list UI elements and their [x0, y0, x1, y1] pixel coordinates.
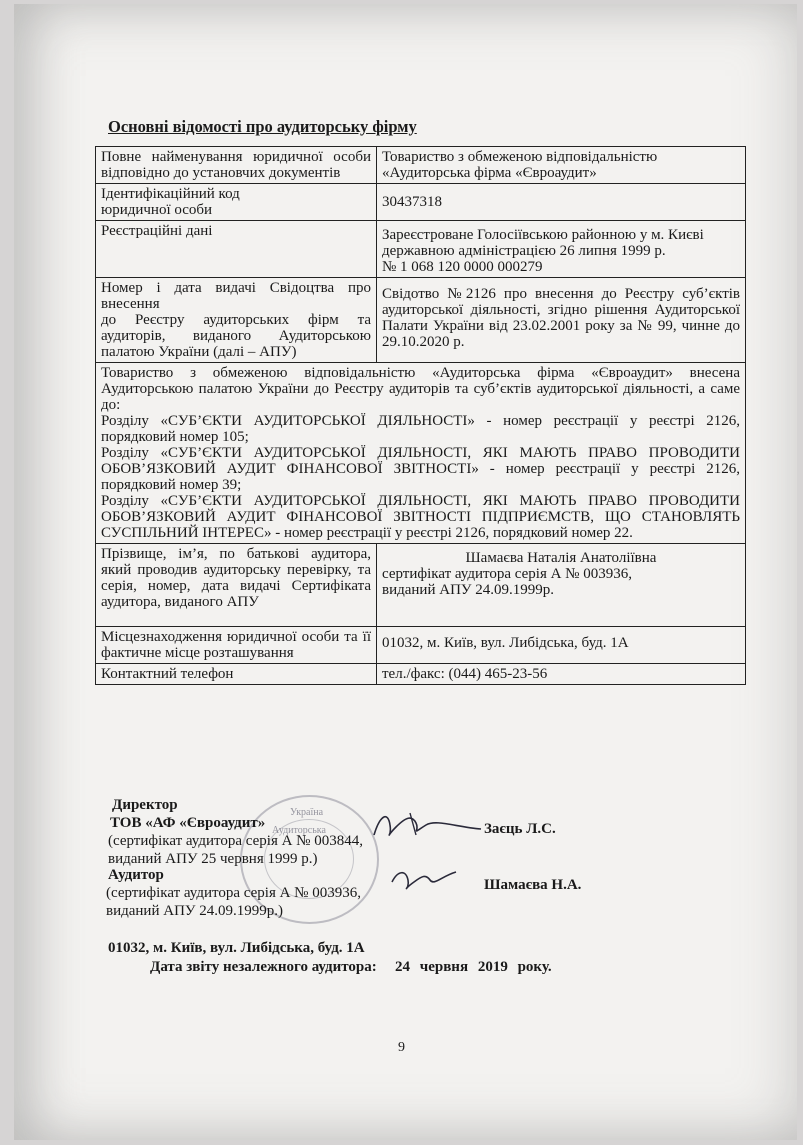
report-date-value: 24 червня 2019 року.: [395, 959, 552, 975]
stamp-text-top: Україна: [290, 807, 324, 818]
table-row: [96, 664, 746, 685]
table-row: [96, 221, 746, 278]
auditor-name: Шамаєва Наталія Анатоліївна: [465, 550, 657, 566]
page-heading: Основні відомості про аудиторську фірму: [108, 117, 417, 136]
director-cert-line: виданий АПУ 25 червня 1999 р.): [108, 851, 318, 867]
auditor-name: Шамаєва Н.А.: [484, 877, 582, 893]
certificate-label-line: до Реєстру аудиторських фірм та аудиторів, виданого Аудиторською палатою України (далі – АПУ): [101, 312, 371, 360]
row-code-label-line: юридичної особи: [101, 202, 213, 218]
register-section: Розділу «СУБ’ЄКТИ АУДИТОРСЬКОЇ ДІЯЛЬНОСТІ, ЯКІ МАЮТЬ ПРАВО ПРОВОДИТИ ОБОВ’ЯЗКОВИЙ АУДИТ ФІНАНСОВОЇ ЗВІТНОСТІ» - номер реєстрації у реєстрі 2126, порядковий номер 39;: [101, 445, 740, 493]
row-name-value-line: Товариство з обмеженою відповідальністю: [382, 149, 658, 165]
auditor-title: Аудитор: [108, 867, 164, 883]
row-auditor-label: Прізвище, ім’я, по батькові аудитора, який проводив аудиторську перевірку, та серія, номер, дата видачі Сертифіката аудитора, виданого АПУ: [96, 544, 377, 627]
auditor-cert-line: виданий АПУ 24.09.1999р.): [106, 903, 284, 919]
row-name-value-line: «Аудиторська фірма «Євроаудит»: [382, 165, 597, 181]
stamp-text-mid: Аудиторська: [272, 825, 326, 836]
footer-address: 01032, м. Київ, вул. Либідська, буд. 1А: [108, 940, 365, 956]
register-section: Розділу «СУБ’ЄКТИ АУДИТОРСЬКОЇ ДІЯЛЬНОСТІ» - номер реєстрації у реєстрі 2126, порядковий номер 105;: [101, 413, 740, 445]
row-certificate-label: [96, 278, 377, 363]
table-row: [96, 544, 746, 627]
info-table: [95, 146, 746, 685]
registration-line: Зареєстроване Голосіївською районною у м. Києві: [382, 227, 704, 243]
registration-line: № 1 068 120 0000 000279: [382, 259, 543, 275]
table-row: [96, 184, 746, 221]
row-name-value: [377, 147, 746, 184]
row-auditor-value: [377, 544, 746, 627]
row-code-value: 30437318: [377, 184, 746, 221]
auditor-cert-line: виданий АПУ 24.09.1999р.: [382, 582, 555, 598]
row-code-label: [96, 184, 377, 221]
director-name: Заєць Л.С.: [484, 821, 556, 837]
director-org: ТОВ «АФ «Євроаудит»: [110, 815, 266, 831]
row-location-label: Місцезнаходження юридичної особи та її фактичне місце розташування: [96, 627, 377, 664]
auditor-signature: [386, 862, 466, 898]
row-registration-value: [377, 221, 746, 278]
auditor-cert-line: (сертифікат аудитора серія А № 003936,: [106, 885, 361, 901]
report-date-label: Дата звіту незалежного аудитора:: [150, 959, 377, 975]
register-intro: Товариство з обмеженою відповідальністю «Аудиторська фірма «Євроаудит» внесена Аудиторською палатою України до Реєстру аудиторів та суб’єктів аудиторської діяльності, а саме до:: [101, 365, 740, 413]
registration-line: державною адміністрацією 26 липня 1999 р.: [382, 243, 666, 259]
row-name-label: Повне найменування юридичної особи відповідно до установчих документів: [96, 147, 377, 184]
table-row: [96, 147, 746, 184]
director-title: Директор: [112, 797, 178, 813]
table-row: [96, 278, 746, 363]
row-phone-value: тел./факс: (044) 465-23-56: [377, 664, 746, 685]
table-row: [96, 363, 746, 544]
row-phone-label: Контактний телефон: [96, 664, 377, 685]
row-location-value: 01032, м. Київ, вул. Либідська, буд. 1А: [377, 627, 746, 664]
auditor-cert-line: сертифікат аудитора серія А № 003936,: [382, 566, 632, 582]
certificate-label-line: Номер і дата видачі Свідоцтва про внесення: [101, 280, 371, 312]
row-register-sections: [96, 363, 746, 544]
row-registration-label: Реєстраційні дані: [96, 221, 377, 278]
director-cert-line: (сертифікат аудитора серія А № 003844,: [108, 833, 363, 849]
row-certificate-value: Свідотво №2126 про внесення до Реєстру суб’єктів аудиторської діяльності, згідно рішення Аудиторської Палати України від 23.02.2001 року за № 99, чинне до 29.10.2020 р.: [377, 278, 746, 363]
director-signature: [366, 805, 486, 845]
row-code-label-line: Ідентифікаційний код: [101, 186, 240, 202]
page-number: 9: [398, 1040, 405, 1055]
register-section: Розділу «СУБ’ЄКТИ АУДИТОРСЬКОЇ ДІЯЛЬНОСТІ, ЯКІ МАЮТЬ ПРАВО ПРОВОДИТИ ОБОВ’ЯЗКОВИЙ АУДИТ ФІНАНСОВОЇ ЗВІТНОСТІ ПІДПРИЄМСТВ, ЩО СТАНОВЛЯТЬ СУСПІЛЬНИЙ ІНТЕРЕС» - номер реєстрації у реєстрі 2126, порядковий номер 22.: [101, 493, 740, 541]
table-row: [96, 627, 746, 664]
